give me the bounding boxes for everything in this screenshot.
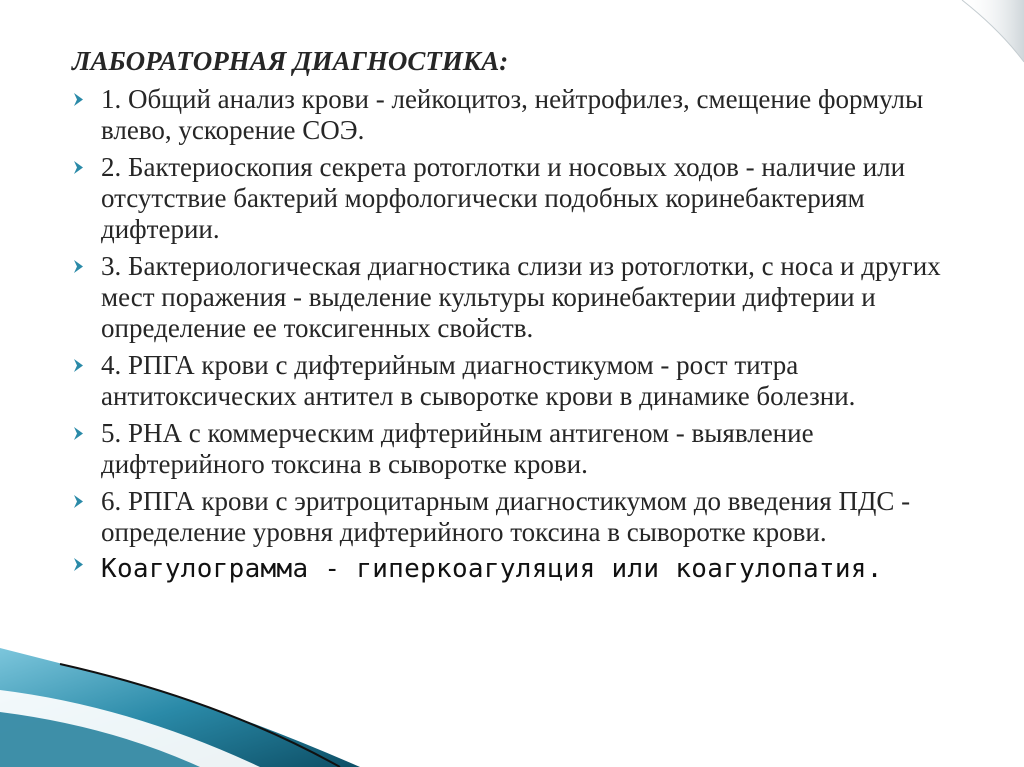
list-item-text: Коагулограмма - гиперкоагуляция или коагулопатия. (101, 554, 883, 584)
list-item (72, 84, 972, 146)
chevron-right-icon (73, 495, 84, 508)
list-item-text: 6. РПГА крови с эритроцитарным диагностикумом до введения ПДС - определение уровня дифтерийного токсина в сыворотке крови. (101, 486, 911, 547)
chevron-right-icon (73, 427, 84, 440)
list-item-text: 4. РПГА крови с дифтерийным диагностикумом - рост титра антитоксических антител в сыворотке крови в динамике болезни. (101, 350, 856, 411)
list-item (72, 486, 972, 548)
chevron-right-icon (73, 93, 84, 106)
list-item (72, 418, 972, 480)
list-item-text: 2. Бактериоскопия секрета ротоглотки и носовых ходов - наличие или отсутствие бактерий морфологически подобных коринебактериям дифтерии. (101, 152, 906, 244)
chevron-right-icon (73, 359, 84, 372)
list-item (72, 251, 972, 344)
slide-content (72, 44, 972, 590)
chevron-right-icon (73, 558, 84, 571)
list-item-text: 3. Бактериологическая диагностика слизи из ротоглотки, с носа и других мест поражения - выделение культуры коринебактерии дифтерии и определение ее токсигенных свойств. (101, 251, 941, 343)
chevron-right-icon (73, 260, 84, 273)
slide-title: ЛАБОРАТОРНАЯ ДИАГНОСТИКА: (72, 46, 509, 76)
bullet-list (72, 84, 972, 584)
list-item-text: 1. Общий анализ крови - лейкоцитоз, нейтрофилез, смещение формулы влево, ускорение СОЭ. (101, 84, 924, 145)
chevron-right-icon (73, 161, 84, 174)
list-item (72, 152, 972, 245)
list-item (72, 554, 972, 584)
list-item (72, 350, 972, 412)
list-item-text: 5. РНА с коммерческим дифтерийным антигеном - выявление дифтерийного токсина в сыворотке крови. (101, 418, 814, 479)
